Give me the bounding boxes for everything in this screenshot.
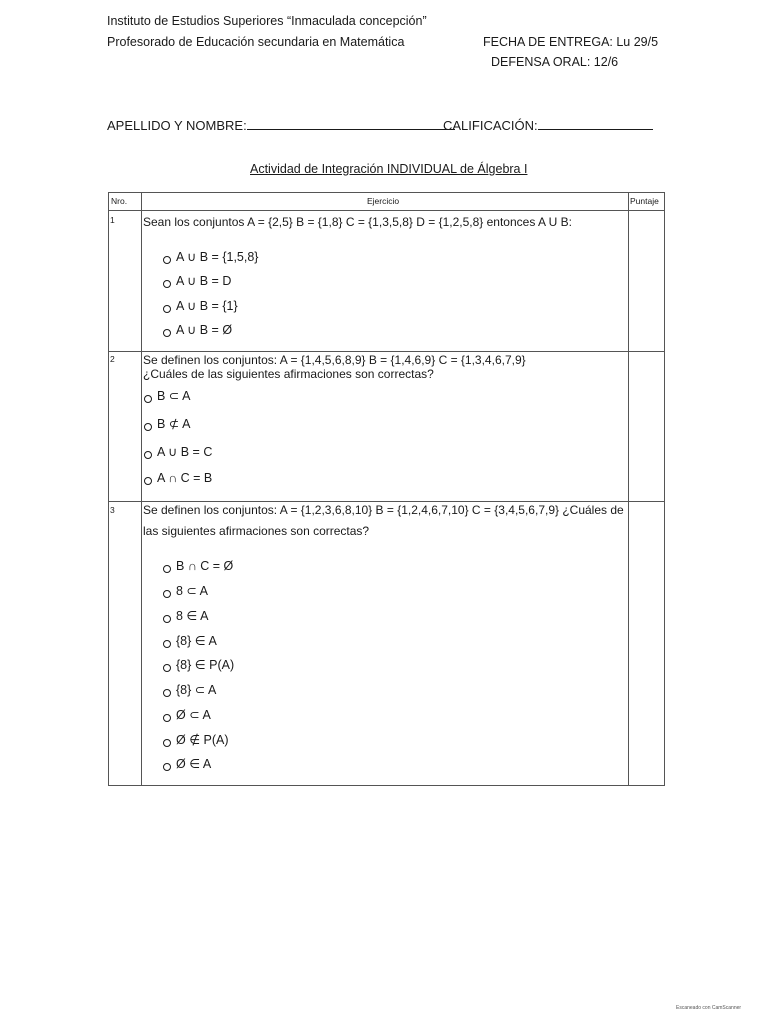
- scanner-watermark: Escaneado con CamScanner: [676, 1005, 742, 1011]
- name-label: APELLIDO Y NOMBRE:: [107, 118, 247, 133]
- header-nro: Nro.: [111, 196, 128, 206]
- option-label: A ∪ B = D: [176, 274, 232, 288]
- grade-field: [443, 118, 653, 133]
- table-border-bottom: [108, 785, 665, 786]
- radio-circle-icon[interactable]: [163, 640, 171, 648]
- option-label: B ∩ C = Ø: [176, 559, 234, 573]
- option-label: A ∪ B = C: [157, 445, 213, 459]
- option-item[interactable]: [163, 273, 231, 288]
- exercise-number: 1: [110, 215, 115, 225]
- option-item[interactable]: [163, 322, 232, 337]
- option-item[interactable]: [163, 608, 208, 623]
- radio-circle-icon[interactable]: [163, 565, 171, 573]
- option-item[interactable]: [163, 682, 216, 697]
- radio-circle-icon[interactable]: [144, 451, 152, 459]
- option-item[interactable]: [163, 707, 211, 722]
- table-border-left: [108, 192, 109, 786]
- option-item[interactable]: [163, 756, 211, 771]
- option-label: 8 ∈ A: [176, 609, 209, 623]
- option-label: {8} ∈ A: [176, 634, 217, 648]
- option-label: Ø ∈ A: [176, 757, 212, 771]
- option-label: {8} ∈ P(A): [176, 658, 235, 672]
- option-label: Ø ⊂ A: [176, 708, 211, 722]
- header-puntaje: Puntaje: [630, 196, 659, 206]
- option-item[interactable]: [163, 633, 217, 648]
- grade-blank: [538, 118, 653, 130]
- option-item[interactable]: [144, 416, 190, 431]
- table-border-right: [664, 192, 665, 786]
- exercise-number: 2: [110, 354, 115, 364]
- option-item[interactable]: [163, 583, 208, 598]
- option-label: A ∩ C = B: [157, 471, 213, 485]
- radio-circle-icon[interactable]: [163, 256, 171, 264]
- radio-circle-icon[interactable]: [144, 477, 152, 485]
- option-item[interactable]: [163, 249, 258, 264]
- option-item[interactable]: [144, 444, 212, 459]
- radio-circle-icon[interactable]: [144, 423, 152, 431]
- row-divider: [108, 501, 665, 502]
- option-label: {8} ⊂ A: [176, 683, 217, 697]
- option-label: 8 ⊂ A: [176, 584, 209, 598]
- row-divider: [108, 351, 665, 352]
- radio-circle-icon[interactable]: [163, 739, 171, 747]
- table-header-divider: [108, 210, 665, 211]
- option-label: A ∪ B = Ø: [176, 323, 233, 337]
- option-item[interactable]: [144, 388, 190, 403]
- column-divider: [628, 192, 629, 786]
- option-item[interactable]: [163, 732, 229, 747]
- exercise-statement: Sean los conjuntos A = {2,5} B = {1,8} C = {1,3,5,8} D = {1,2,5,8} entonces A U B:: [143, 215, 572, 229]
- exercise-number: 3: [110, 505, 115, 515]
- radio-circle-icon[interactable]: [163, 664, 171, 672]
- radio-circle-icon[interactable]: [163, 714, 171, 722]
- radio-circle-icon[interactable]: [163, 329, 171, 337]
- table-border-top: [108, 192, 665, 193]
- radio-circle-icon[interactable]: [163, 689, 171, 697]
- program-name: Profesorado de Educación secundaria en Matemática: [107, 35, 405, 49]
- due-date: FECHA DE ENTREGA: Lu 29/5: [483, 35, 659, 49]
- name-field: [107, 118, 455, 133]
- exercise-question: las siguientes afirmaciones son correctas?: [143, 524, 370, 538]
- option-item[interactable]: [163, 298, 238, 313]
- header-ejercicio: Ejercicio: [367, 196, 400, 206]
- option-item[interactable]: [144, 471, 212, 485]
- institution-name: Instituto de Estudios Superiores “Inmaculada concepción”: [107, 14, 427, 28]
- column-divider: [141, 192, 142, 786]
- radio-circle-icon[interactable]: [144, 395, 152, 403]
- option-label: B ⊂ A: [157, 389, 191, 403]
- grade-label: CALIFICACIÓN:: [443, 118, 538, 133]
- option-item[interactable]: [163, 559, 233, 573]
- exercise-statement: Se definen los conjuntos: A = {1,4,5,6,8,9} B = {1,4,6,9} C = {1,3,4,6,7,9}: [143, 353, 526, 367]
- radio-circle-icon[interactable]: [163, 615, 171, 623]
- radio-circle-icon[interactable]: [163, 590, 171, 598]
- option-label: A ∪ B = {1}: [176, 299, 238, 313]
- radio-circle-icon[interactable]: [163, 280, 171, 288]
- exercise-statement: Se definen los conjuntos: A = {1,2,3,6,8,10} B = {1,2,4,6,7,10} C = {3,4,5,6,7,9} ¿Cuáles de: [143, 503, 624, 517]
- name-blank: [247, 118, 455, 130]
- option-label: B ⊄ A: [157, 417, 191, 431]
- option-label: Ø ∉ P(A): [176, 733, 229, 747]
- option-item[interactable]: [163, 657, 234, 672]
- exercise-question: ¿Cuáles de las siguientes afirmaciones son correctas?: [143, 367, 434, 381]
- radio-circle-icon[interactable]: [163, 305, 171, 313]
- activity-title: Actividad de Integración INDIVIDUAL de Álgebra I: [250, 162, 528, 176]
- radio-circle-icon[interactable]: [163, 763, 171, 771]
- oral-defense-date: DEFENSA ORAL: 12/6: [491, 55, 619, 69]
- option-label: A ∪ B = {1,5,8}: [176, 250, 259, 264]
